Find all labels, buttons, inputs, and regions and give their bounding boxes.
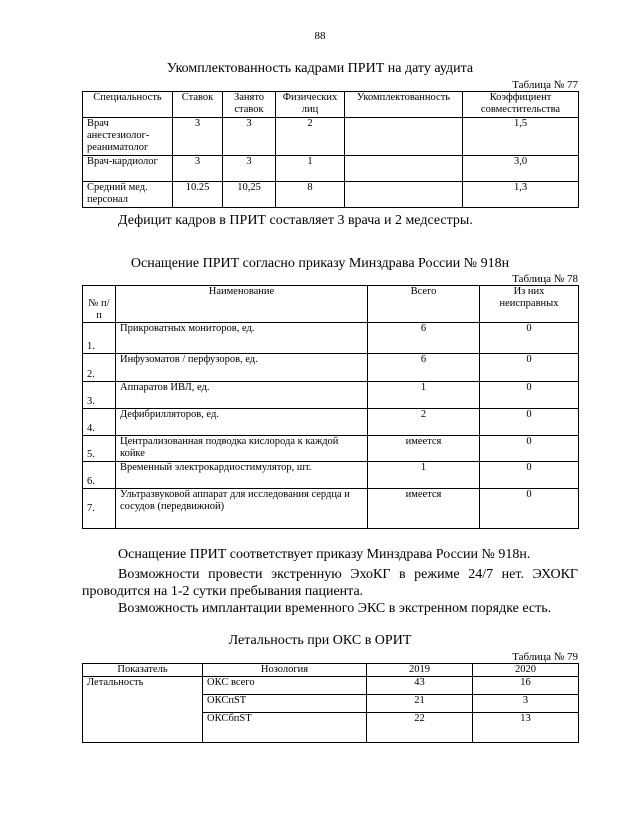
cell-item: Аппаратов ИВЛ, ед. — [116, 382, 368, 409]
cell-item: Ультразвуковой аппарат для исследования сердца и сосудов (передвижной) — [116, 489, 368, 529]
header-cell: Коэффициент совместительства — [463, 92, 579, 118]
table-row — [83, 677, 579, 695]
table-row — [83, 436, 579, 462]
cell-2019: 22 — [367, 713, 473, 743]
cell-faulty: 0 — [480, 462, 579, 489]
cell-number: 7. — [83, 489, 116, 529]
header-cell: Из них неисправных — [480, 286, 579, 323]
cell-item: Инфузоматов / перфузоров, ед. — [116, 354, 368, 382]
staffing-table — [82, 91, 579, 208]
cell-staffing — [345, 118, 463, 156]
staffing-heading: Укомплектованность кадрами ПРИТ на дату аудита — [166, 61, 474, 76]
table-77-label: Таблица № 77 — [512, 79, 578, 91]
cell-2020: 3 — [473, 695, 579, 713]
pacemaker-availability-text: Возможность имплантации временного ЭКС в экстренном порядке есть. — [118, 601, 552, 616]
cell-coefficient: 1,3 — [463, 182, 579, 208]
cell-occupied: 10,25 — [223, 182, 276, 208]
cell-occupied: 3 — [223, 118, 276, 156]
cell-total: 6 — [368, 323, 480, 354]
cell-2019: 43 — [367, 677, 473, 695]
mortality-heading: Летальность при ОКС в ОРИТ — [228, 633, 412, 648]
cell-number: 1. — [83, 323, 116, 354]
header-cell: 2020 — [473, 664, 579, 677]
equipment-heading: Оснащение ПРИТ согласно приказу Минздрава России № 918н — [130, 256, 510, 271]
table-row — [83, 489, 579, 529]
table-header-row — [83, 92, 579, 118]
cell-faulty: 0 — [480, 323, 579, 354]
header-cell: Всего — [368, 286, 480, 323]
cell-faulty: 0 — [480, 382, 579, 409]
cell-total: 1 — [368, 382, 480, 409]
table-row — [83, 182, 579, 208]
equipment-compliance-text: Оснащение ПРИТ соответствует приказу Минздрава России № 918н. — [118, 547, 531, 562]
table-header-row — [83, 286, 579, 323]
header-cell: 2019 — [367, 664, 473, 677]
table-row — [83, 409, 579, 436]
cell-indicator: Летальность — [83, 677, 203, 743]
cell-coefficient: 3,0 — [463, 156, 579, 182]
cell-total: имеется — [368, 436, 480, 462]
header-cell: Физических лиц — [276, 92, 345, 118]
cell-2020: 16 — [473, 677, 579, 695]
header-cell: Наименование — [116, 286, 368, 323]
cell-number: 5. — [83, 436, 116, 462]
table-row — [83, 118, 579, 156]
cell-2020: 13 — [473, 713, 579, 743]
table-78-label: Таблица № 78 — [512, 273, 578, 285]
header-cell: Нозология — [203, 664, 367, 677]
cell-specialty: Врач-кардиолог — [83, 156, 173, 182]
cell-staffing — [345, 182, 463, 208]
header-cell: Укомплектованность — [345, 92, 463, 118]
cell-faulty: 0 — [480, 489, 579, 529]
cell-nosology: ОКСбпST — [203, 713, 367, 743]
cell-item: Временный электрокардиостимулятор, шт. — [116, 462, 368, 489]
mortality-table — [82, 663, 579, 743]
cell-item: Централизованная подводка кислорода к каждой койке — [116, 436, 368, 462]
cell-persons: 8 — [276, 182, 345, 208]
page-number: 88 — [314, 30, 326, 42]
cell-total: имеется — [368, 489, 480, 529]
cell-faulty: 0 — [480, 354, 579, 382]
header-cell: Показатель — [83, 664, 203, 677]
table-row — [83, 156, 579, 182]
cell-number: 6. — [83, 462, 116, 489]
header-cell: № п/п — [83, 286, 116, 323]
cell-rates: 10.25 — [173, 182, 223, 208]
cell-faulty: 0 — [480, 409, 579, 436]
cell-item: Дефибрилляторов, ед. — [116, 409, 368, 436]
header-cell: Ставок — [173, 92, 223, 118]
table-row — [83, 462, 579, 489]
table-header-row — [83, 664, 579, 677]
cell-persons: 2 — [276, 118, 345, 156]
cell-specialty: Врач анестезиолог-реаниматолог — [83, 118, 173, 156]
table-79-label: Таблица № 79 — [512, 651, 578, 663]
equipment-table — [82, 285, 579, 529]
cell-number: 3. — [83, 382, 116, 409]
cell-rates: 3 — [173, 118, 223, 156]
staffing-deficit-note: Дефицит кадров в ПРИТ составляет 3 врача и 2 медсестры. — [118, 213, 473, 228]
cell-number: 2. — [83, 354, 116, 382]
table-row — [83, 382, 579, 409]
cell-nosology: ОКСпST — [203, 695, 367, 713]
cell-rates: 3 — [173, 156, 223, 182]
header-cell: Занято ставок — [223, 92, 276, 118]
table-row — [83, 323, 579, 354]
echo-availability-text: Возможности провести экстренную ЭхоКГ в режиме 24/7 нет. ЭХОКГ проводится на 1-2 сутки пребывания пациента. — [82, 567, 578, 599]
cell-total: 2 — [368, 409, 480, 436]
cell-persons: 1 — [276, 156, 345, 182]
cell-total: 1 — [368, 462, 480, 489]
header-cell: Специальность — [83, 92, 173, 118]
cell-staffing — [345, 156, 463, 182]
cell-specialty: Средний мед. персонал — [83, 182, 173, 208]
cell-item: Прикроватных мониторов, ед. — [116, 323, 368, 354]
cell-2019: 21 — [367, 695, 473, 713]
cell-nosology: ОКС всего — [203, 677, 367, 695]
table-row — [83, 354, 579, 382]
cell-number: 4. — [83, 409, 116, 436]
cell-coefficient: 1,5 — [463, 118, 579, 156]
cell-total: 6 — [368, 354, 480, 382]
cell-faulty: 0 — [480, 436, 579, 462]
cell-occupied: 3 — [223, 156, 276, 182]
